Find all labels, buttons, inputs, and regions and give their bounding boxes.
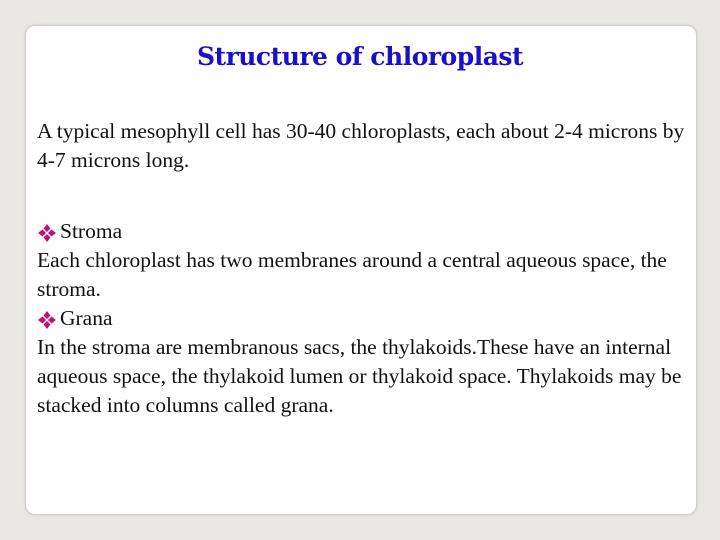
bullet-grana	[37, 304, 692, 333]
slide-title: Structure of chloroplast	[196, 42, 524, 71]
bullet-heading-grana: Grana	[60, 306, 113, 330]
diamond-bullet-icon	[37, 310, 57, 330]
bullet-list	[37, 217, 692, 420]
bullet-heading-stroma: Stroma	[60, 219, 123, 243]
intro-paragraph: A typical mesophyll cell has 30-40 chloroplasts, each about 2-4 microns by 4-7 microns long.	[37, 119, 685, 172]
diamond-bullet-icon	[37, 223, 57, 243]
bullet-text-stroma: Each chloroplast has two membranes around a central aqueous space, the stroma.	[37, 248, 667, 301]
bullet-text-grana: In the stroma are membranous sacs, the thylakoids.These have an internal aqueous space, the thylakoid lumen or thylakoid space. Thylakoids may be stacked into columns called grana.	[37, 335, 682, 417]
bullet-stroma	[37, 217, 692, 246]
